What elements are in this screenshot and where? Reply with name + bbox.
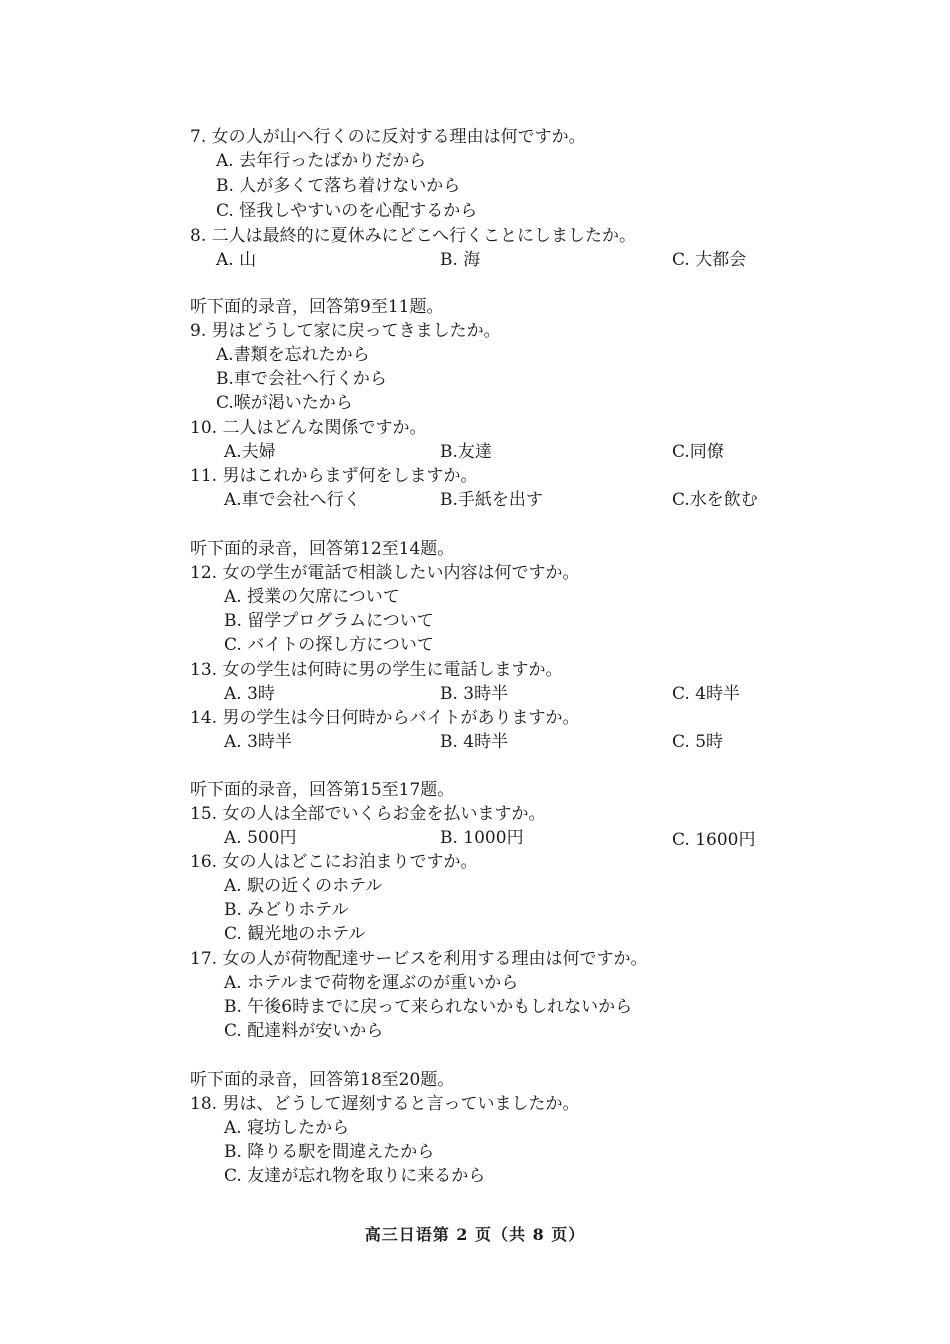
question-16-option-b: B. みどりホテル (224, 900, 349, 920)
question-13-option-b: B. 3時半 (440, 684, 509, 704)
question-10: 10. 二人はどんな関係ですか。 (190, 418, 427, 438)
question-7-option-c: C. 怪我しやすいのを心配するから (216, 201, 478, 221)
section-heading-12-14: 听下面的录音，回答第12至14题。 (190, 539, 455, 559)
question-11: 11. 男はこれからまず何をしますか。 (190, 466, 478, 486)
question-7-option-a: A. 去年行ったばかりだから (216, 151, 427, 171)
question-17: 17. 女の人が荷物配達サービスを利用する理由は何ですか。 (190, 949, 648, 969)
section-heading-9-11: 听下面的录音，回答第9至11题。 (190, 297, 444, 317)
question-18: 18. 男は、どうして遅刻すると言っていましたか。 (190, 1094, 580, 1114)
question-9-option-a: A.書類を忘れたから (216, 345, 370, 365)
question-7: 7. 女の人が山へ行くのに反対する理由は何ですか。 (190, 127, 586, 147)
question-18-option-a: A. 寝坊したから (224, 1118, 350, 1138)
question-12-option-a: A. 授業の欠席について (224, 587, 400, 607)
question-13-option-a: A. 3時 (224, 684, 275, 704)
question-9-option-c: C.喉が渇いたから (216, 393, 353, 413)
question-14-option-a: A. 3時半 (224, 732, 292, 752)
question-16-option-a: A. 駅の近くのホテル (224, 876, 383, 896)
question-15: 15. 女の人は全部でいくらお金を払いますか。 (190, 804, 546, 824)
question-9-option-b: B.車で会社へ行くから (216, 369, 387, 389)
question-8-option-c: C. 大都会 (672, 250, 747, 270)
question-12-option-b: B. 留学プログラムについて (224, 611, 434, 631)
question-10-option-b: B.友達 (440, 442, 492, 462)
question-8-option-b: B. 海 (440, 250, 481, 270)
question-10-option-c: C.同僚 (672, 442, 724, 462)
question-12-option-c: C. バイトの探し方について (224, 635, 434, 655)
question-18-option-b: B. 降りる駅を間違えたから (224, 1142, 435, 1162)
question-17-option-a: A. ホテルまで荷物を運ぶのが重いから (224, 973, 519, 993)
question-18-option-c: C. 友達が忘れ物を取りに来るから (224, 1166, 486, 1186)
page-footer: 高三日语第 2 页（共 8 页） (364, 1225, 586, 1244)
question-8: 8. 二人は最終的に夏休みにどこへ行くことにしましたか。 (190, 226, 636, 246)
question-9: 9. 男はどうして家に戻ってきましたか。 (190, 321, 501, 341)
question-16-option-c: C. 観光地のホテル (224, 924, 366, 944)
question-17-option-c: C. 配達料が安いから (224, 1021, 384, 1041)
question-10-option-a: A.夫婦 (224, 442, 276, 462)
question-13: 13. 女の学生は何時に男の学生に電話しますか。 (190, 660, 563, 680)
question-13-option-c: C. 4時半 (672, 684, 741, 704)
question-15-option-c: C. 1600円 (672, 830, 756, 850)
question-11-option-a: A.車で会社へ行く (224, 490, 361, 510)
question-14-option-c: C. 5時 (672, 732, 724, 752)
question-11-option-c: C.水を飲む (672, 490, 758, 510)
section-heading-15-17: 听下面的录音，回答第15至17题。 (190, 780, 455, 800)
question-8-option-a: A. 山 (216, 250, 257, 270)
question-7-option-b: B. 人が多くて落ち着けないから (216, 176, 461, 196)
question-16: 16. 女の人はどこにお泊まりですか。 (190, 852, 478, 872)
question-12: 12. 女の学生が電話で相談したい内容は何ですか。 (190, 563, 580, 583)
section-heading-18-20: 听下面的录音，回答第18至20题。 (190, 1070, 455, 1090)
question-14-option-b: B. 4時半 (440, 732, 509, 752)
question-17-option-b: B. 午後6時までに戻って来られないかもしれないから (224, 997, 633, 1017)
question-11-option-b: B.手紙を出す (440, 490, 543, 510)
question-15-option-a: A. 500円 (224, 828, 297, 848)
question-14: 14. 男の学生は今日何時からバイトがありますか。 (190, 708, 580, 728)
question-15-option-b: B. 1000円 (440, 828, 524, 848)
